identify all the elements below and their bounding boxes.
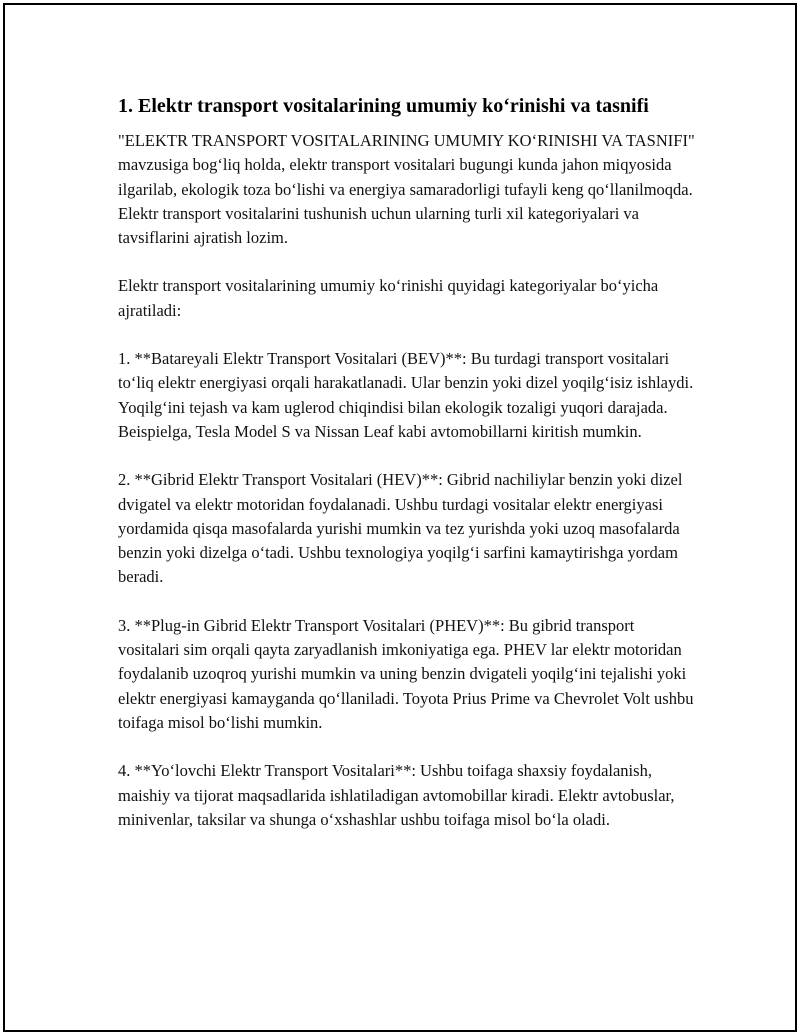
document-body xyxy=(118,93,698,856)
categories-intro-paragraph: Elektr transport vositalarining umumiy ko‘rinishi quyidagi kategoriyalar bo‘yicha ajratiladi: xyxy=(118,276,659,320)
section-heading: 1. Elektr transport vositalarining umumiy ko‘rinishi va tasnifi xyxy=(118,95,649,117)
passenger-ev-paragraph: 4. **Yo‘lovchi Elektr Transport Vositalari**: Ushbu toifaga shaxsiy foydalanish, maishiy va tijorat maqsadlarida ishlatiladigan avtomobillar kiradi. Elektr avtobuslar, minivenlar, taksilar va shunga o‘xshashlar ushbu toifaga misol bo‘la oladi. xyxy=(118,761,675,829)
phev-paragraph: 3. **Plug-in Gibrid Elektr Transport Vositalari (PHEV)**: Bu gibrid transport vositalari sim orqali qayta zaryadlanish imkoniyatiga ega. PHEV lar elektr motoridan foydalanib uzoqroq yurishi mumkin va uning benzin dvigateli yoqilg‘ini tejalishi yoki elektr energiyasi kamayganda qo‘llaniladi. Toyota Prius Prime va Chevrolet Volt ushbu toifaga misol bo‘lishi mumkin. xyxy=(118,615,694,732)
intro-paragraph: "ELEKTR TRANSPORT VOSITALARINING UMUMIY KO‘RINISHI VA TASNIFI" mavzusiga bog‘liq holda, elektr transport vositalari bugungi kunda jahon miqyosida ilgarilab, ekologik toza bo‘lishi va energiya samaradorligi tufayli keng qo‘llanilmoqda. Elektr transport vositalarini tushunish uchun ularning turli xil kategoriyalari va tavsiflarini ajratish lozim. xyxy=(118,131,695,248)
bev-paragraph: 1. **Batareyali Elektr Transport Vositalari (BEV)**: Bu turdagi transport vositalari to‘liq elektr energiyasi orqali harakatlanadi. Ular benzin yoki dizel yoqilg‘isiz ishlaydi. Yoqilg‘ini tejash va kam uglerod chiqindisi bilan ekologik tozaligi yuqori darajada. Beispielga, Tesla Model S va Nissan Leaf kabi avtomobillarni kiritish mumkin. xyxy=(118,349,694,441)
hev-paragraph: 2. **Gibrid Elektr Transport Vositalari (HEV)**: Gibrid nachiliylar benzin yoki dizel dvigatel va elektr motoridan foydalanadi. Ushbu turdagi vositalar elektr energiyasi yordamida qisqa masofalarda yurishi mumkin va tez yurishda yoki uzoq masofalarda benzin yoki dizelga o‘tadi. Ushbu texnologiya yoqilg‘i sarfini kamaytirishga yordam beradi. xyxy=(118,470,683,587)
